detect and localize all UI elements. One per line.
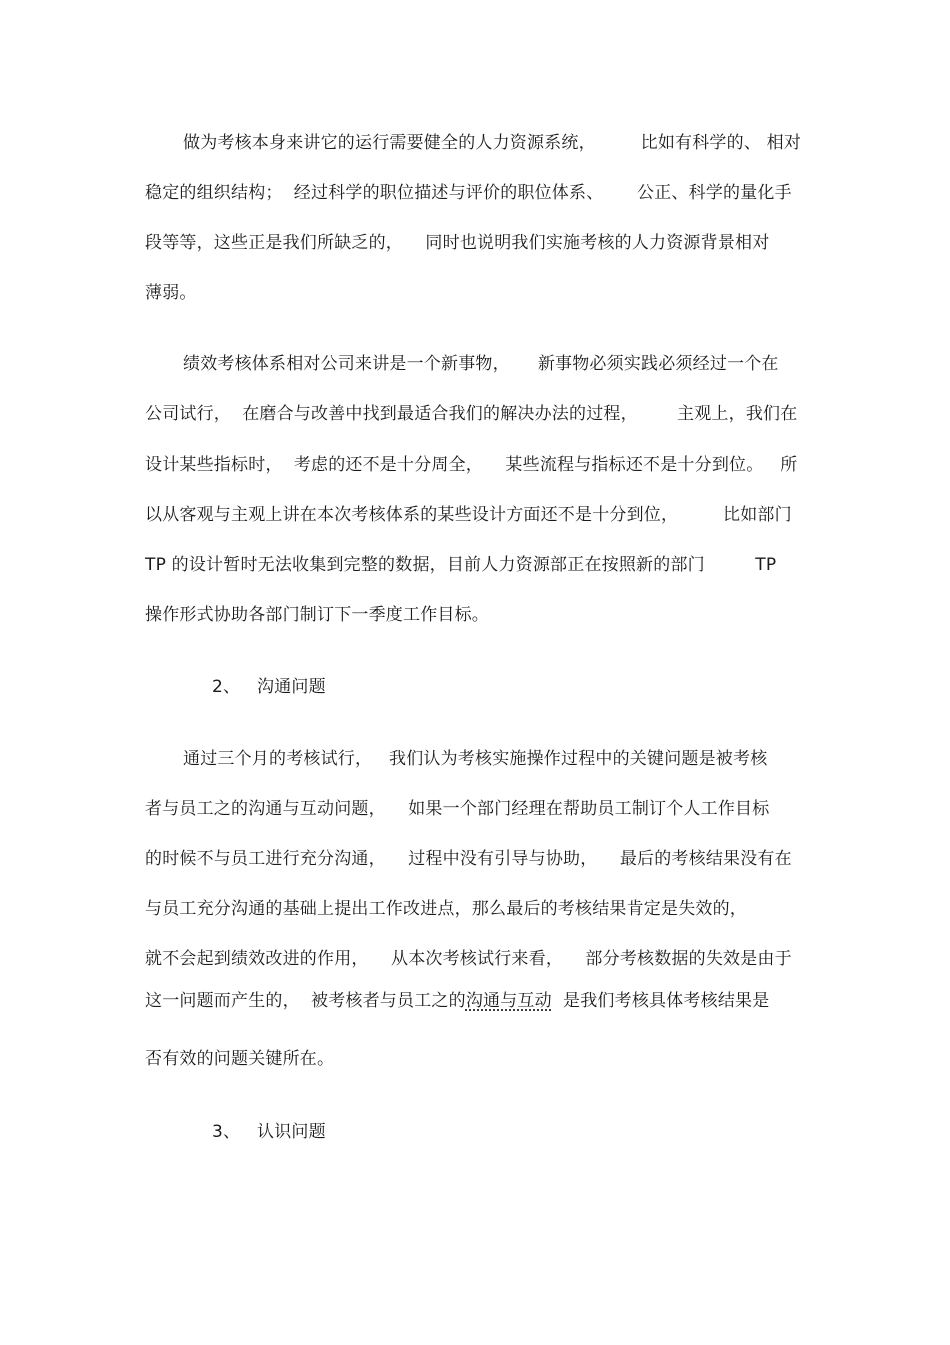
paragraph-2-line-3: 设计某些指标时， 考虑的还不是十分周全， 某些流程与指标还不是十分到位。 所 xyxy=(145,455,798,475)
paragraph-3-line-6-start: 这一问题而产生的， 被考核者与员工之的 xyxy=(145,991,466,1011)
paragraph-1-line-4: 薄弱。 xyxy=(145,283,197,303)
paragraph-2-line-6: 操作形式协助各部门制订下一季度工作目标。 xyxy=(145,605,489,625)
paragraph-3-line-6-end: 是我们考核具体考核结果是 xyxy=(551,991,770,1011)
paragraph-1-line-1: 做为考核本身来讲它的运行需要健全的人力资源系统， 比如有科学的、 相对 xyxy=(183,133,802,153)
dotted-emphasis-text: 沟通与互动 xyxy=(465,991,552,1011)
paragraph-3-line-1: 通过三个月的考核试行， 我们认为考核实施操作过程中的关键问题是被考核 xyxy=(183,749,768,769)
section-heading-2: 2、 沟通问题 xyxy=(212,677,326,697)
section-heading-3: 3、 认识问题 xyxy=(212,1122,326,1142)
paragraph-3-line-3: 的时候不与员工进行充分沟通， 过程中没有引导与协助， 最后的考核结果没有在 xyxy=(145,849,792,869)
paragraph-1-line-3: 段等等，这些正是我们所缺乏的， 同时也说明我们实施考核的人力资源背景相对 xyxy=(145,233,770,253)
paragraph-2-line-2: 公司试行， 在磨合与改善中找到最适合我们的解决办法的过程， 主观上，我们在 xyxy=(145,404,798,424)
paragraph-3-line-5: 就不会起到绩效改进的作用， 从本次考核试行来看， 部分考核数据的失效是由于 xyxy=(145,949,792,969)
paragraph-3-line-4: 与员工充分沟通的基础上提出工作改进点，那么最后的考核结果肯定是失效的， xyxy=(145,899,747,919)
paragraph-1-line-2: 稳定的组织结构； 经过科学的职位描述与评价的职位体系、 公正、科学的量化手 xyxy=(145,183,792,203)
paragraph-2-line-4: 以从客观与主观上讲在本次考核体系的某些设计方面还不是十分到位， 比如部门 xyxy=(145,505,792,525)
paragraph-3-line-7: 否有效的问题关键所在。 xyxy=(145,1049,335,1069)
paragraph-3-line-2: 者与员工之的沟通与互动问题， 如果一个部门经理在帮助员工制订个人工作目标 xyxy=(145,799,770,819)
paragraph-2-line-1: 绩效考核体系相对公司来讲是一个新事物， 新事物必须实践必须经过一个在 xyxy=(183,354,779,374)
paragraph-3-line-6 xyxy=(145,990,769,1012)
paragraph-2-line-5: TP 的设计暂时无法收集到完整的数据，目前人力资源部正在按照新的部门 TP xyxy=(145,555,777,575)
